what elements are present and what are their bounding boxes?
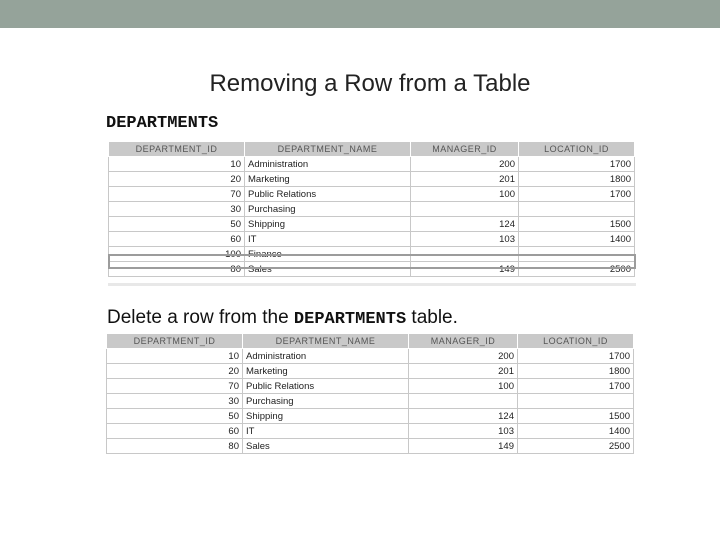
table-cell: 201 — [411, 172, 519, 187]
departments-table-after — [106, 333, 634, 454]
table-cell: 1800 — [519, 172, 635, 187]
table-cell: 200 — [411, 157, 519, 172]
table-row — [107, 439, 634, 454]
slide-title: Removing a Row from a Table — [209, 70, 531, 97]
table-cell: 60 — [107, 424, 243, 439]
table-row — [109, 217, 635, 232]
table-cell: 100 — [411, 187, 519, 202]
top-banner — [0, 0, 720, 28]
table-cell: 50 — [107, 409, 243, 424]
table-cell — [518, 394, 634, 409]
table-cell: Marketing — [243, 364, 409, 379]
table-cell: 10 — [109, 157, 245, 172]
table-cell — [411, 247, 519, 262]
column-header: DEPARTMENT_NAME — [245, 142, 411, 157]
table-row — [109, 187, 635, 202]
header-row — [109, 142, 635, 157]
table-cell: Public Relations — [245, 187, 411, 202]
table-cell: 20 — [107, 364, 243, 379]
table-cell: IT — [245, 232, 411, 247]
column-header: DEPARTMENT_ID — [109, 142, 245, 157]
table-cell: Public Relations — [243, 379, 409, 394]
table-cell — [411, 202, 519, 217]
column-header: LOCATION_ID — [519, 142, 635, 157]
table-row — [107, 424, 634, 439]
table-cut-edge — [108, 283, 636, 286]
table-cell: 30 — [109, 202, 245, 217]
table-cell — [519, 202, 635, 217]
column-header: MANAGER_ID — [411, 142, 519, 157]
table-cell: Sales — [245, 262, 411, 277]
table-cell: 1700 — [518, 379, 634, 394]
table-cell: 201 — [409, 364, 518, 379]
table-cell: Purchasing — [243, 394, 409, 409]
table-row — [109, 262, 635, 277]
table-row — [107, 349, 634, 364]
table-cell: Purchasing — [245, 202, 411, 217]
table-cell: 70 — [109, 187, 245, 202]
table-cell: 60 — [109, 232, 245, 247]
subtitle — [107, 307, 458, 329]
table-cell: 124 — [411, 217, 519, 232]
table-cell: 2500 — [519, 262, 635, 277]
table-row — [109, 157, 635, 172]
table-cell: Administration — [243, 349, 409, 364]
table-cell: 70 — [107, 379, 243, 394]
table-row — [109, 202, 635, 217]
table-cell: 100 — [409, 379, 518, 394]
table-cell: Shipping — [245, 217, 411, 232]
subtitle-table-name: DEPARTMENTS — [293, 310, 407, 329]
table-cell: 1400 — [518, 424, 634, 439]
table-cell: Shipping — [243, 409, 409, 424]
table-cell: IT — [243, 424, 409, 439]
table-cell: 149 — [409, 439, 518, 454]
header-row — [107, 334, 634, 349]
table-cell: 200 — [409, 349, 518, 364]
subtitle-text-after: table. — [406, 307, 458, 328]
table-cell: 1500 — [519, 217, 635, 232]
table-cell — [409, 394, 518, 409]
table-row — [109, 172, 635, 187]
table-cell: 1700 — [519, 157, 635, 172]
table-cell: 1700 — [519, 187, 635, 202]
table-cell: 103 — [409, 424, 518, 439]
column-header: DEPARTMENT_ID — [107, 334, 243, 349]
column-header: DEPARTMENT_NAME — [243, 334, 409, 349]
table-row — [107, 409, 634, 424]
table-cell: Sales — [243, 439, 409, 454]
table-cell: 124 — [409, 409, 518, 424]
table-cell: 1700 — [518, 349, 634, 364]
column-header: LOCATION_ID — [518, 334, 634, 349]
column-header: MANAGER_ID — [409, 334, 518, 349]
table-cell: 20 — [109, 172, 245, 187]
table-cell: 1800 — [518, 364, 634, 379]
table-cell: 1500 — [518, 409, 634, 424]
table-row — [109, 232, 635, 247]
table-cell — [519, 247, 635, 262]
table-cell: 30 — [107, 394, 243, 409]
table-cell: 149 — [411, 262, 519, 277]
table-cell: 10 — [107, 349, 243, 364]
table-name-label: DEPARTMENTS — [106, 114, 219, 133]
table-cell: Finance — [245, 247, 411, 262]
table-cell: 103 — [411, 232, 519, 247]
table-cell: 2500 — [518, 439, 634, 454]
table-cell: 80 — [107, 439, 243, 454]
table-cell: Marketing — [245, 172, 411, 187]
subtitle-text-before: Delete a row from the — [107, 307, 294, 328]
table-cell: 100 — [109, 247, 245, 262]
table-row — [107, 379, 634, 394]
table-cell: 50 — [109, 217, 245, 232]
table-cell: 80 — [109, 262, 245, 277]
table-row — [107, 394, 634, 409]
table-cell: Administration — [245, 157, 411, 172]
table-row — [109, 247, 635, 262]
table-row — [107, 364, 634, 379]
departments-table-before — [108, 141, 635, 277]
table-cell: 1400 — [519, 232, 635, 247]
